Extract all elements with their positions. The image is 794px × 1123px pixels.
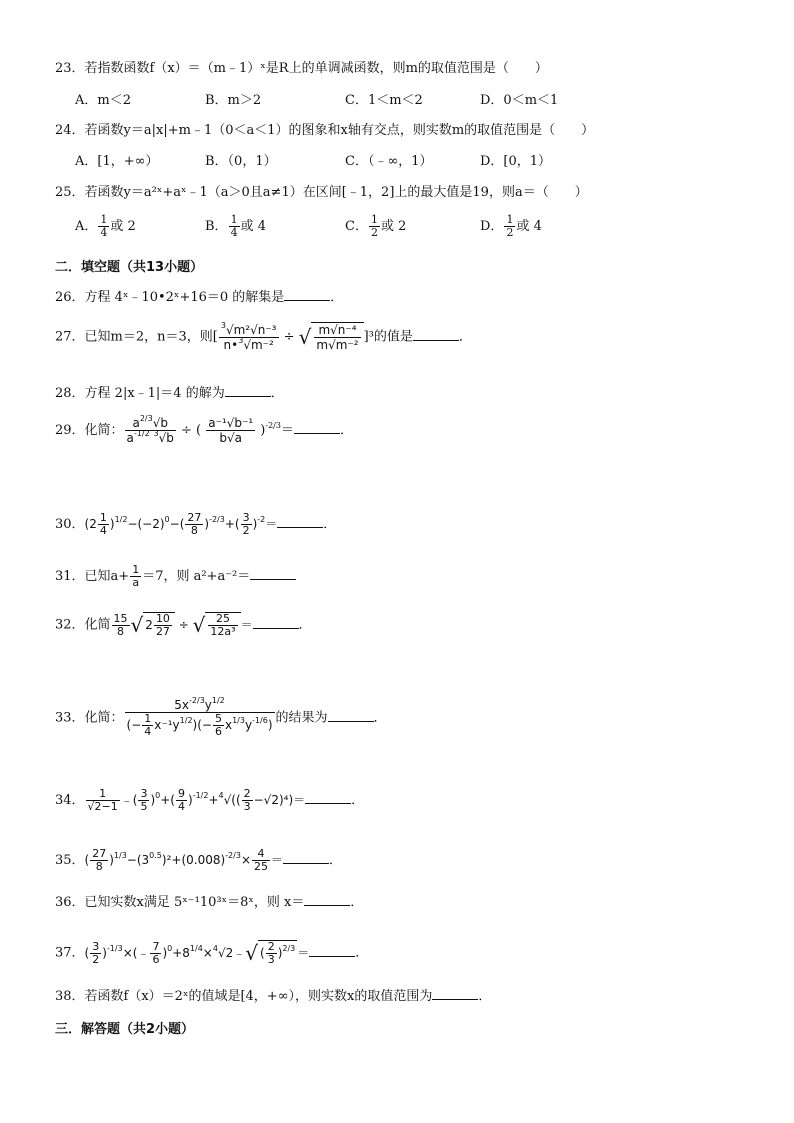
- question-31: 31．已知a+ $\frac{1}{a}$ ＝7，则 a²+a⁻²＝: [55, 564, 296, 589]
- option-a: A．[1，+∞）: [75, 154, 159, 169]
- option-a: A． $\frac{1}{4}$ 或 2: [75, 213, 136, 239]
- option-b: B．m＞2: [205, 93, 262, 108]
- option-d: D．[0，1）: [480, 154, 552, 169]
- option-b: B．（0，1）: [205, 154, 277, 169]
- option-c: C． $\frac{1}{2}$ 或 2: [345, 213, 407, 239]
- option-b: B． $\frac{1}{4}$ 或 4: [205, 213, 266, 239]
- option-c: C．（﹣∞，1）: [345, 154, 433, 169]
- expression-32: $\frac{15}{8}$ √ 2 $\frac{10}{27}$ ÷ √ $\frac{25}{\text{12a³}}$ ＝: [113, 611, 253, 638]
- question-33: 33．化简： $5x^{-2/3}y^{1/2}$ (− $\frac{1}{4}$ $x^{-1}y^{1/2})(-$ $\frac{5}{6}$ $x^{1/3}y^{-1/6}$) 的结果为 ．: [55, 696, 387, 738]
- question-27: 27．已知m＝2，n＝3，则[ $\frac{^3√m^2√n^{-3}}{n•^3√m^{-2}}$ ÷ √ $\frac{\text{m√n⁻⁴}}{\text{m√m⁻²}}$ ]³的值是 ．: [55, 320, 472, 352]
- expression-34: $\frac{1}{√2-1}$ ﹣( $\frac{3}{5}$ )$^0$+( $\frac{9}{4}$ )$^{-1/2}$+$^4$√(( $\frac{2}{3}$ −√2)⁴)＝: [87, 787, 306, 813]
- question-24: [55, 122, 594, 140]
- question-38: 38．若函数f（x）＝2ˣ的值域是[4，+∞），则实数x的取值范围为 ．: [55, 989, 492, 1004]
- option-d: D． $\frac{1}{2}$ 或 4: [480, 213, 542, 239]
- question-35: 35．( $\frac{27}{8}$ )$^{1/3}-(3^{0.5})^2+(0.008)^{-2/3}\times$ $\frac{4}{25}$ ＝ ．: [55, 847, 343, 873]
- question-32: 32．化简 $\frac{15}{8}$ √ 2 $\frac{10}{27}$ ÷ √ $\frac{25}{\text{12a³}}$ ＝ ．: [55, 611, 312, 638]
- question-36: 36．已知实数x满足 5ˣ⁻¹10³ˣ＝8ˣ，则 x＝ ．: [55, 895, 364, 910]
- question-23: [55, 60, 548, 78]
- question-24-stem: 24．若函数y＝a|x|+m﹣1（0＜a＜1）的图象和x轴有交点，则实数m的取值范围是（ ）: [55, 123, 595, 138]
- option-a: A．m＜2: [75, 93, 131, 108]
- question-23-stem: 23．若指数函数f（x）＝（m﹣1）ˣ是R上的单调减函数，则m的取值范围是（ ）: [55, 61, 548, 76]
- question-37: 37．( $\frac{3}{2}$ )$^{-1/3}$×(﹣ $\frac{7}{6}$ )$^0+8^{1/4}\times^4√2﹣√$ ( $\frac{2}{3}$ )$^{2/3}$ ＝ ．: [55, 939, 369, 966]
- section-heading-solution: 三．解答题（共2小题）: [55, 1022, 195, 1037]
- expression-30: (2 $\frac{1}{4}$ )$^{1/2}-(-2)^0-$( $\frac{27}{8}$ )$^{-2/3}$+( $\frac{3}{2}$ )$^{-2}$＝: [84, 511, 278, 537]
- expression-29: $\frac{a^{2/3}√b}{a^{-1/2} ^3√b}$: [126, 414, 174, 445]
- expression-35: ( $\frac{27}{8}$ )$^{1/3}-(3^{0.5})^2+(0.008)^{-2/3}\times$ $\frac{4}{25}$ ＝: [84, 847, 284, 873]
- question-30: 30．(2 $\frac{1}{4}$ )$^{1/2}-(-2)^0-$( $\frac{27}{8}$ )$^{-2/3}$+( $\frac{3}{2}$ )$^{-2}$＝ ．: [55, 511, 337, 537]
- question-26: 26．方程 4ˣ﹣10•2ˣ+16＝0 的解集是 ．: [55, 290, 344, 305]
- expression-27: $\frac{^3√m^2√n^{-3}}{n•^3√m^{-2}}$: [220, 320, 277, 352]
- question-25-stem: 25．若函数y＝a²ˣ+aˣ﹣1（a＞0且a≠1）在区间[﹣1，2]上的最大值是19，则a＝（ ）: [55, 185, 588, 200]
- option-c: C．1＜m＜2: [345, 93, 423, 108]
- question-29: 29．化简： $\frac{a^{2/3}√b}{a^{-1/2} ^3√b}$ ÷ ( $\frac{\text{a⁻¹√b⁻¹}}{b√a}$ )$^{-2/3}$＝ ．: [55, 414, 353, 445]
- option-d: D．0＜m＜1: [480, 93, 559, 108]
- answer-blank: [284, 288, 330, 301]
- question-34: 34． $\frac{1}{√2-1}$ ﹣( $\frac{3}{5}$ )$^0$+( $\frac{9}{4}$ )$^{-1/2}$+$^4$√(( $\frac{2}{3}$ −√2)⁴)＝ ．: [55, 787, 365, 813]
- question-25: [55, 184, 588, 202]
- section-heading-fill-in: 二．填空题（共13小题）: [55, 260, 204, 275]
- question-28: 28．方程 2|x﹣1|＝4 的解为 ．: [55, 386, 284, 401]
- expression-37: ( $\frac{3}{2}$ )$^{-1/3}$×(﹣ $\frac{7}{6}$ )$^0+8^{1/4}\times^4√2﹣√$ ( $\frac{2}{3}$ )$^{2/3}$ ＝: [84, 939, 310, 966]
- expression-33: $5x^{-2/3}y^{1/2}$ (− $\frac{1}{4}$ $x^{-1}y^{1/2})(-$ $\frac{5}{6}$ $x^{1/3}y^{-1/6}$): [126, 696, 273, 738]
